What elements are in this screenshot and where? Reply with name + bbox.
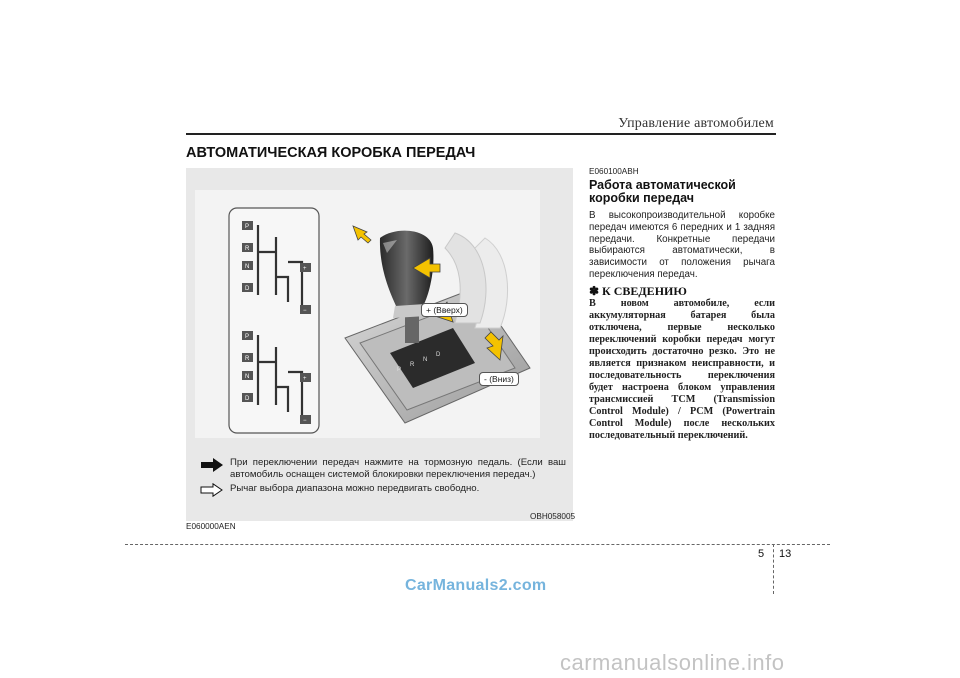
svg-text:R: R [410, 362, 415, 368]
svg-text:D: D [245, 396, 250, 402]
label-up: + (Вверх) [421, 303, 468, 317]
gate-letter-plus: + [303, 266, 307, 272]
subsection-body: В высокопроизводительной коробке передач имеются 6 передних и 1 задняя передачи. Конкретные передачи выбираются автоматически, в зависимости от положения рычага переключения передач. [589, 210, 775, 280]
svg-text:N: N [423, 357, 428, 363]
notice-body: В новом автомобиле, если аккумуляторная батарея была отключена, первые несколько переключений коробки передач могут происходить достаточно резко. Это не является признаком неисправности, и последовательность переключения будет настроена блоком управления трансмиссией TCM (Transmission Control Module) / PCM (Powertrain Control Module) после нескольких последовательный переключений. [589, 298, 775, 441]
footer-dashed-rule [125, 544, 830, 545]
notice-heading: ✽ К СВЕДЕНИЮ [589, 284, 687, 298]
legend-text-free: Рычаг выбора диапазона можно передвигать свободно. [230, 483, 480, 494]
label-down: - (Вниз) [479, 372, 519, 386]
svg-text:−: − [303, 418, 307, 424]
shift-gate-diagram [228, 207, 320, 434]
shift-lever-illustration [335, 198, 540, 438]
subsection-heading: Работа автоматической коробки передач [589, 178, 736, 205]
svg-text:+: + [303, 376, 307, 382]
watermark-link[interactable]: CarManuals2.com [405, 577, 547, 594]
svg-text:D: D [436, 352, 441, 358]
solid-arrow-icon [200, 458, 224, 472]
figure-code: OBH058005 [530, 512, 576, 521]
section-code: E060000AEN [186, 522, 236, 531]
header-rule [186, 133, 776, 135]
chapter-number: 5 [758, 548, 765, 560]
gate-letter-minus: − [303, 308, 307, 314]
svg-text:N: N [245, 374, 250, 380]
gate-letter-n: N [245, 264, 250, 270]
gate-letter-d: D [245, 286, 250, 292]
subsection-code: E060100ABH [589, 167, 639, 176]
running-header-title: Управление автомобилем [618, 116, 774, 131]
svg-text:P: P [245, 334, 250, 340]
svg-text:P: P [397, 367, 402, 373]
footer-watermark: carmanualsonline.info [560, 650, 785, 675]
svg-text:R: R [245, 356, 250, 362]
gate-letter-r: R [245, 246, 250, 252]
legend-text-brake: При переключении передач нажмите на тормозную педаль. (Если ваш автомобиль оснащен системой блокировки переключения передач.) [230, 457, 566, 480]
page-number: 13 [779, 548, 792, 560]
outline-arrow-icon [200, 483, 224, 497]
gate-letter-p: P [245, 224, 250, 230]
footer-dashed-divider [773, 544, 774, 594]
section-title: АВТОМАТИЧЕСКАЯ КОРОБКА ПЕРЕДАЧ [186, 145, 476, 161]
